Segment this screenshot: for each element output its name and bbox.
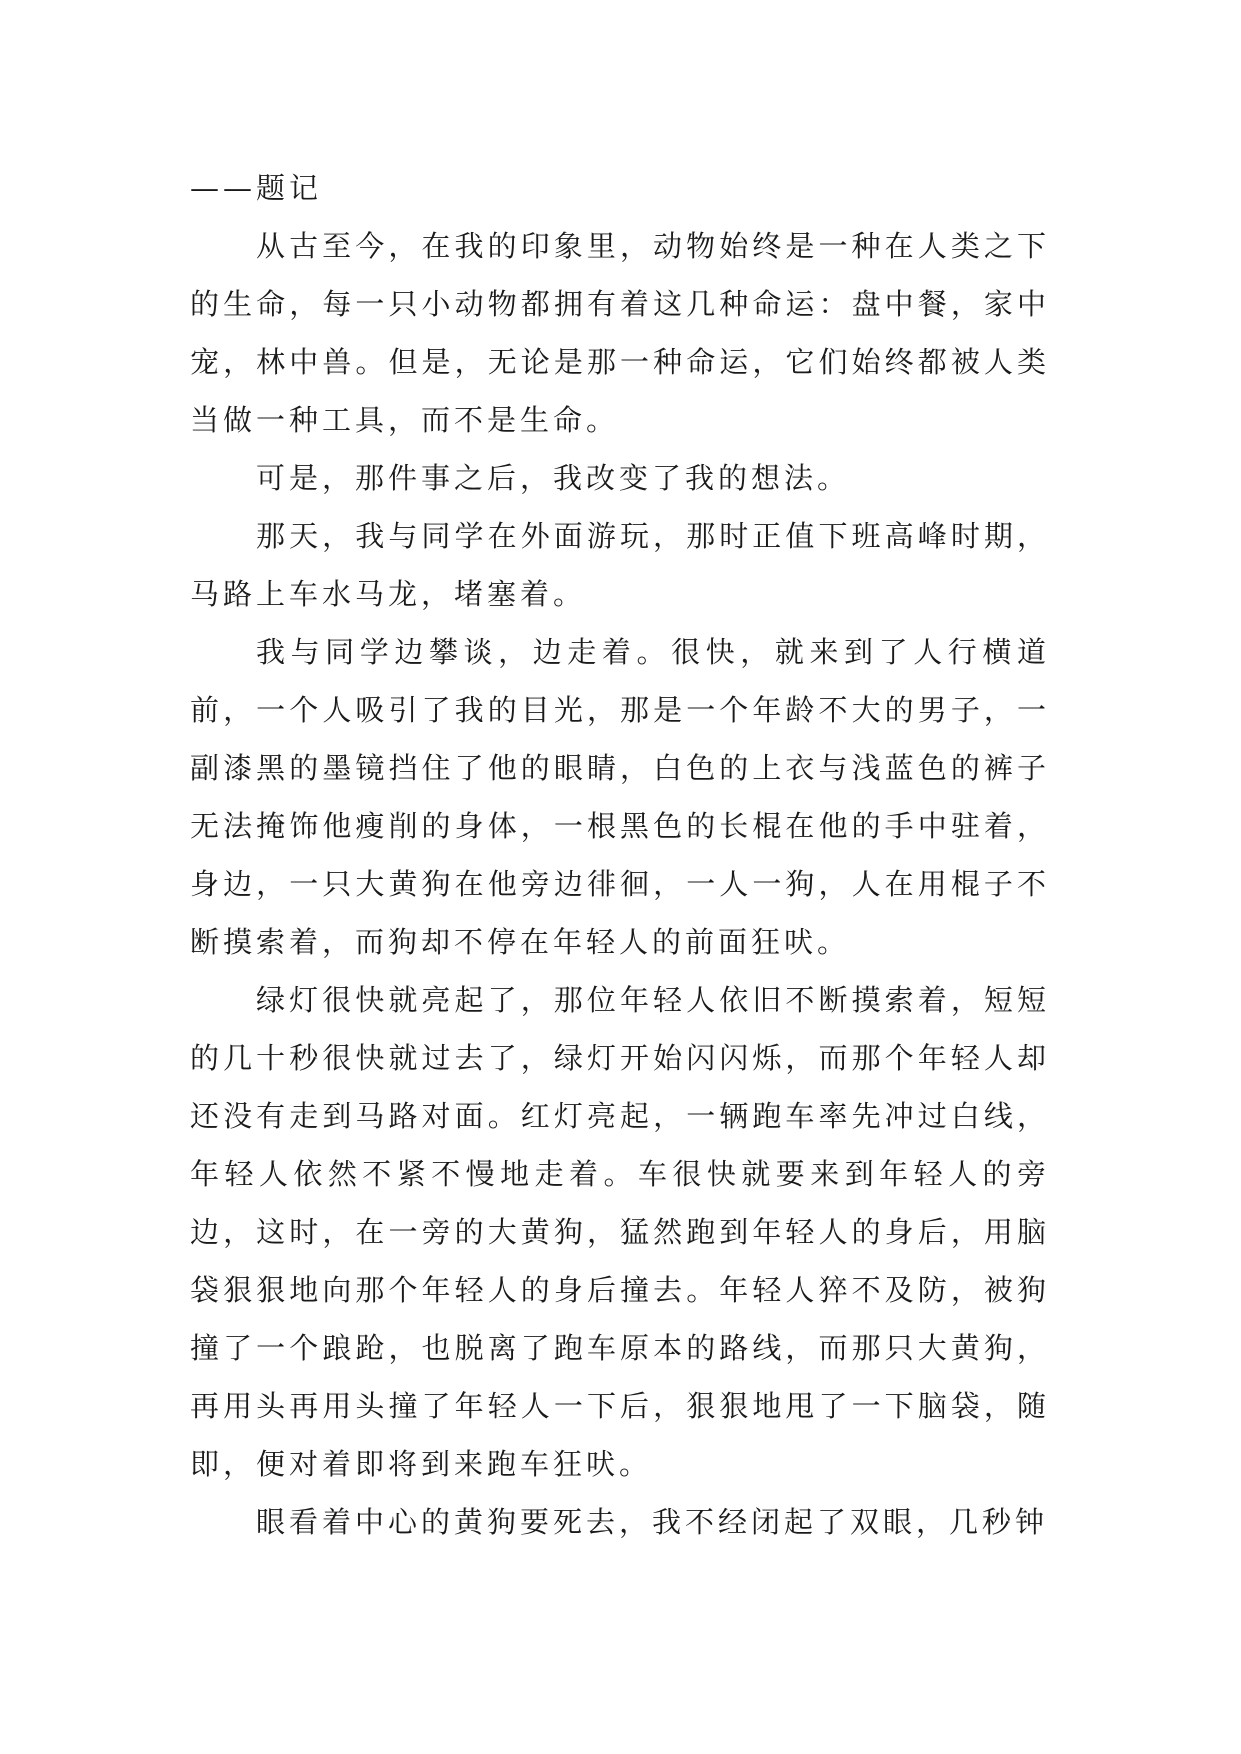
epigraph: ——题记 <box>190 171 323 205</box>
paragraph-2: 可是，那件事之后，我改变了我的想法。 <box>256 461 851 495</box>
paragraph-4: 我与同学边攀谈，边走着。很快，就来到了人行横道前，一个人吸引了我的目光，那是一个年龄不大的男子，一副漆黑的墨镜挡住了他的眼睛，白色的上衣与浅蓝色的裤子无法掩饰他瘦削的身体，一根黑色的长棍在他的手中驻着，身边，一只大黄狗在他旁边徘徊，一人一狗，人在用棍子不断摸索着，而狗却不停在年轻人的前面狂吠。 <box>190 635 1050 959</box>
essay-body <box>190 159 1050 1551</box>
paragraph-5: 绿灯很快就亮起了，那位年轻人依旧不断摸索着，短短的几十秒很快就过去了，绿灯开始闪闪烁，而那个年轻人却还没有走到马路对面。红灯亮起，一辆跑车率先冲过白线，年轻人依然不紧不慢地走着。车很快就要来到年轻人的旁边，这时，在一旁的大黄狗，猛然跑到年轻人的身后，用脑袋狠狠地向那个年轻人的身后撞去。年轻人猝不及防，被狗撞了一个踉跄，也脱离了跑车原本的路线，而那只大黄狗，再用头再用头撞了年轻人一下后，狠狠地甩了一下脑袋，随即，便对着即将到来跑车狂吠。 <box>190 983 1050 1481</box>
paragraph-6: 眼看着中心的黄狗要死去，我不经闭起了双眼，几秒钟 <box>256 1505 1049 1539</box>
paragraph-3: 那天，我与同学在外面游玩，那时正值下班高峰时期，马路上车水马龙，堵塞着。 <box>190 519 1050 611</box>
paragraph-1: 从古至今，在我的印象里，动物始终是一种在人类之下的生命，每一只小动物都拥有着这几种命运：盘中餐，家中宠，林中兽。但是，无论是那一种命运，它们始终都被人类当做一种工具，而不是生命。 <box>190 229 1050 437</box>
